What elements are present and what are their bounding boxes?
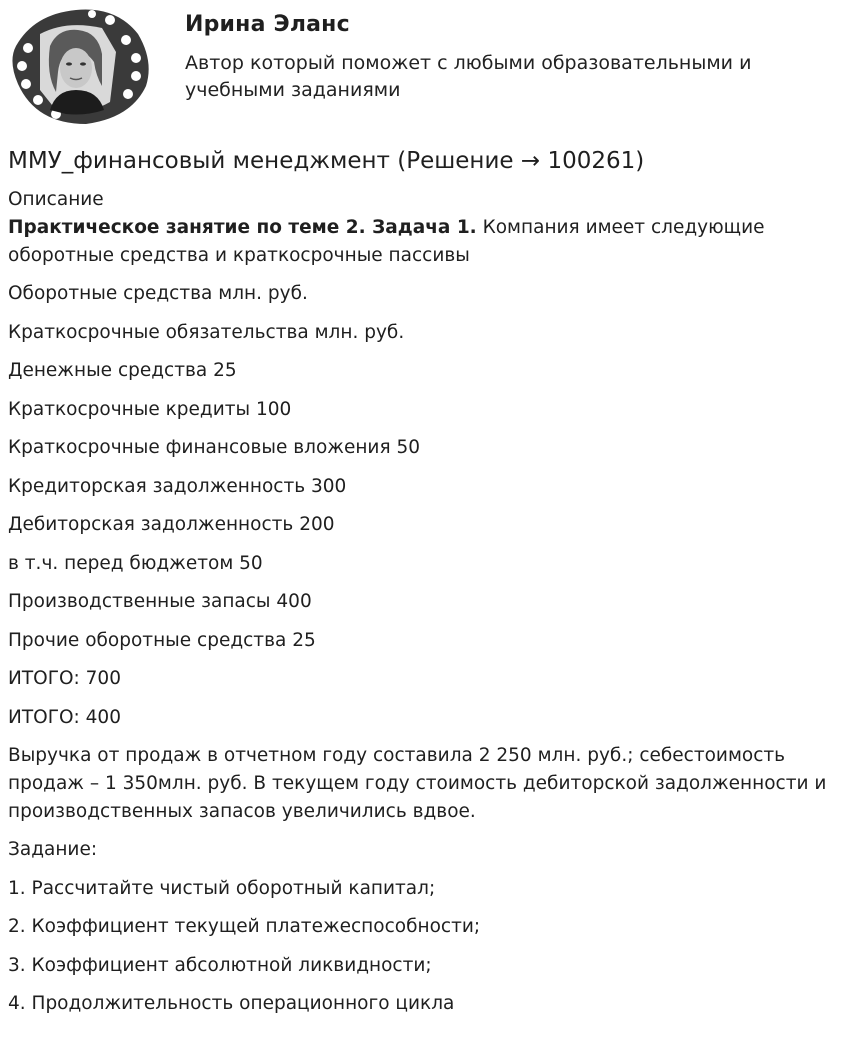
task-label: Задание: [8, 839, 98, 860]
list-item: Производственные запасы 400 [8, 591, 312, 612]
list-item: ИТОГО: 700 [8, 668, 121, 689]
list-item: ИТОГО: 400 [8, 706, 121, 728]
document-content [8, 186, 838, 1029]
list-item: Краткосрочные финансовые вложения 50 [8, 437, 421, 458]
list-item: Краткосрочные кредиты 100 [8, 398, 292, 420]
task-item: 4. Продолжительность операционного цикла [8, 993, 455, 1014]
task-intro-heading: Практическое занятие по теме 2. Задача 1. [8, 217, 477, 238]
task-paragraph: Выручка от продаж в отчетном году составила 2 250 млн. руб.; себестоимость продаж – 1 350млн. руб. В текущем году стоимость дебиторской задолженности и производственных запасов увеличились вдвое. [8, 745, 827, 822]
list-item: в т.ч. перед бюджетом 50 [8, 552, 263, 574]
list-item: Оборотные средства млн. руб. [8, 283, 308, 304]
list-item: Краткосрочные обязательства млн. руб. [8, 321, 405, 343]
author-description: Автор который поможет с любыми образовательными и учебными заданиями [185, 52, 752, 101]
list-item: Кредиторская задолженность 300 [8, 475, 347, 497]
list-item: Прочие оборотные средства 25 [8, 629, 316, 651]
section-label-description: Описание [8, 189, 104, 210]
document-title: ММУ_финансовый менеджмент (Решение → 100261) [8, 148, 645, 174]
avatar[interactable] [6, 6, 152, 128]
author-header [0, 0, 847, 130]
list-item: Дебиторская задолженность 200 [8, 514, 335, 535]
task-item: 1. Рассчитайте чистый оборотный капитал; [8, 877, 436, 899]
task-intro [8, 214, 838, 270]
author-name[interactable]: Ирина Эланс [185, 12, 350, 37]
task-item: 3. Коэффициент абсолютной ликвидности; [8, 954, 432, 976]
list-item: Денежные средства 25 [8, 360, 237, 381]
author-portrait-icon [6, 6, 152, 128]
task-item: 2. Коэффициент текущей платежеспособности; [8, 916, 481, 937]
task-intro-text: Компания имеет следующие оборотные средства и краткосрочные пассивы [8, 217, 765, 266]
